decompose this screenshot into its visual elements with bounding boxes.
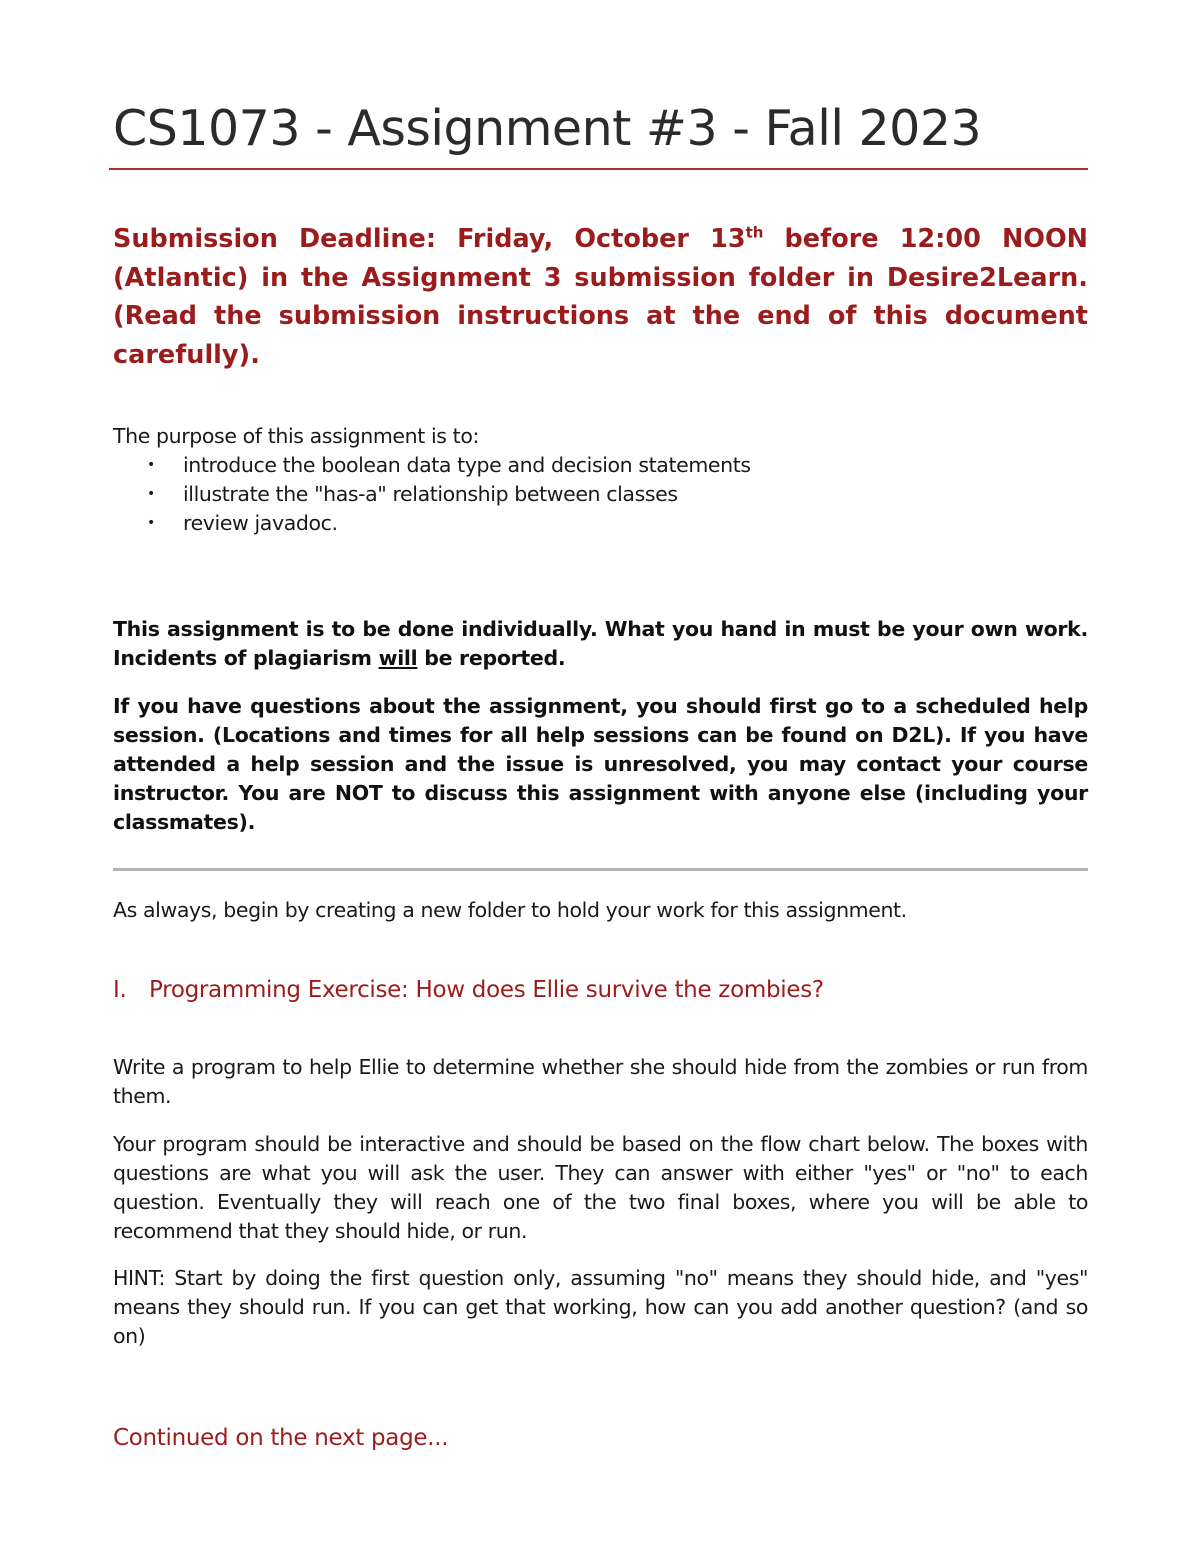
list-item	[113, 451, 751, 480]
bullet-icon: •	[147, 515, 155, 531]
section-heading	[113, 974, 824, 1006]
list-item-text: introduce the boolean data type and decision statements	[183, 453, 751, 477]
deadline-text-start: Submission Deadline: Friday, October 13	[113, 224, 746, 254]
submission-deadline	[113, 220, 1088, 374]
list-item	[113, 480, 751, 509]
list-item-text: illustrate the "has-a" relationship between classes	[183, 482, 678, 506]
individual-work-notice	[113, 615, 1088, 673]
title-underline-rule	[109, 168, 1088, 170]
help-session-notice: If you have questions about the assignment, you should first go to a scheduled help session. (Locations and times for all help sessions can be found on D2L). If you have attended a help session and the issue is unresolved, you may contact your course instructor. You are NOT to discuss this assignment with anyone else (including your classmates).	[113, 694, 1088, 834]
section-divider	[113, 868, 1088, 871]
notice-underlined-word: will	[378, 646, 418, 670]
notice-text-start: This assignment is to be done individually. What you hand in must be your own work. Incidents of plagiarism	[113, 617, 1088, 670]
hint-paragraph: HINT: Start by doing the first question only, assuming "no" means they should hide, and "yes" means they should run. If you can get that working, how can you add another question? (and so on)	[113, 1266, 1088, 1348]
exercise-paragraph: Write a program to help Ellie to determine whether she should hide from the zombies or run from them.	[113, 1055, 1088, 1108]
bullet-icon: •	[147, 486, 155, 502]
document-title: CS1073 - Assignment #3 - Fall 2023	[113, 100, 982, 157]
list-item	[113, 509, 751, 538]
list-item-text: review javadoc.	[183, 511, 338, 535]
exercise-paragraph: Your program should be interactive and should be based on the flow chart below. The boxes with questions are what you will ask the user. They can answer with either "yes" or "no" to each question. Eventually they will reach one of the two final boxes, where you will be able to recommend that they should hide, or run.	[113, 1132, 1088, 1243]
continued-notice: Continued on the next page...	[113, 1425, 449, 1451]
purpose-intro: The purpose of this assignment is to:	[113, 424, 479, 448]
section-title: Programming Exercise: How does Ellie survive the zombies?	[149, 977, 824, 1003]
deadline-text-end: before 12:00 NOON (Atlantic) in the Assignment 3 submission folder in Desire2Learn. (Read the submission instructions at the end of this document carefully).	[113, 224, 1089, 370]
section-number: I.	[113, 977, 127, 1003]
bullet-icon: •	[147, 457, 155, 473]
notice-text-end: be reported.	[417, 646, 566, 670]
deadline-ordinal-suffix: th	[745, 223, 764, 242]
purpose-list	[113, 451, 751, 538]
begin-instruction: As always, begin by creating a new folder to hold your work for this assignment.	[113, 898, 907, 922]
